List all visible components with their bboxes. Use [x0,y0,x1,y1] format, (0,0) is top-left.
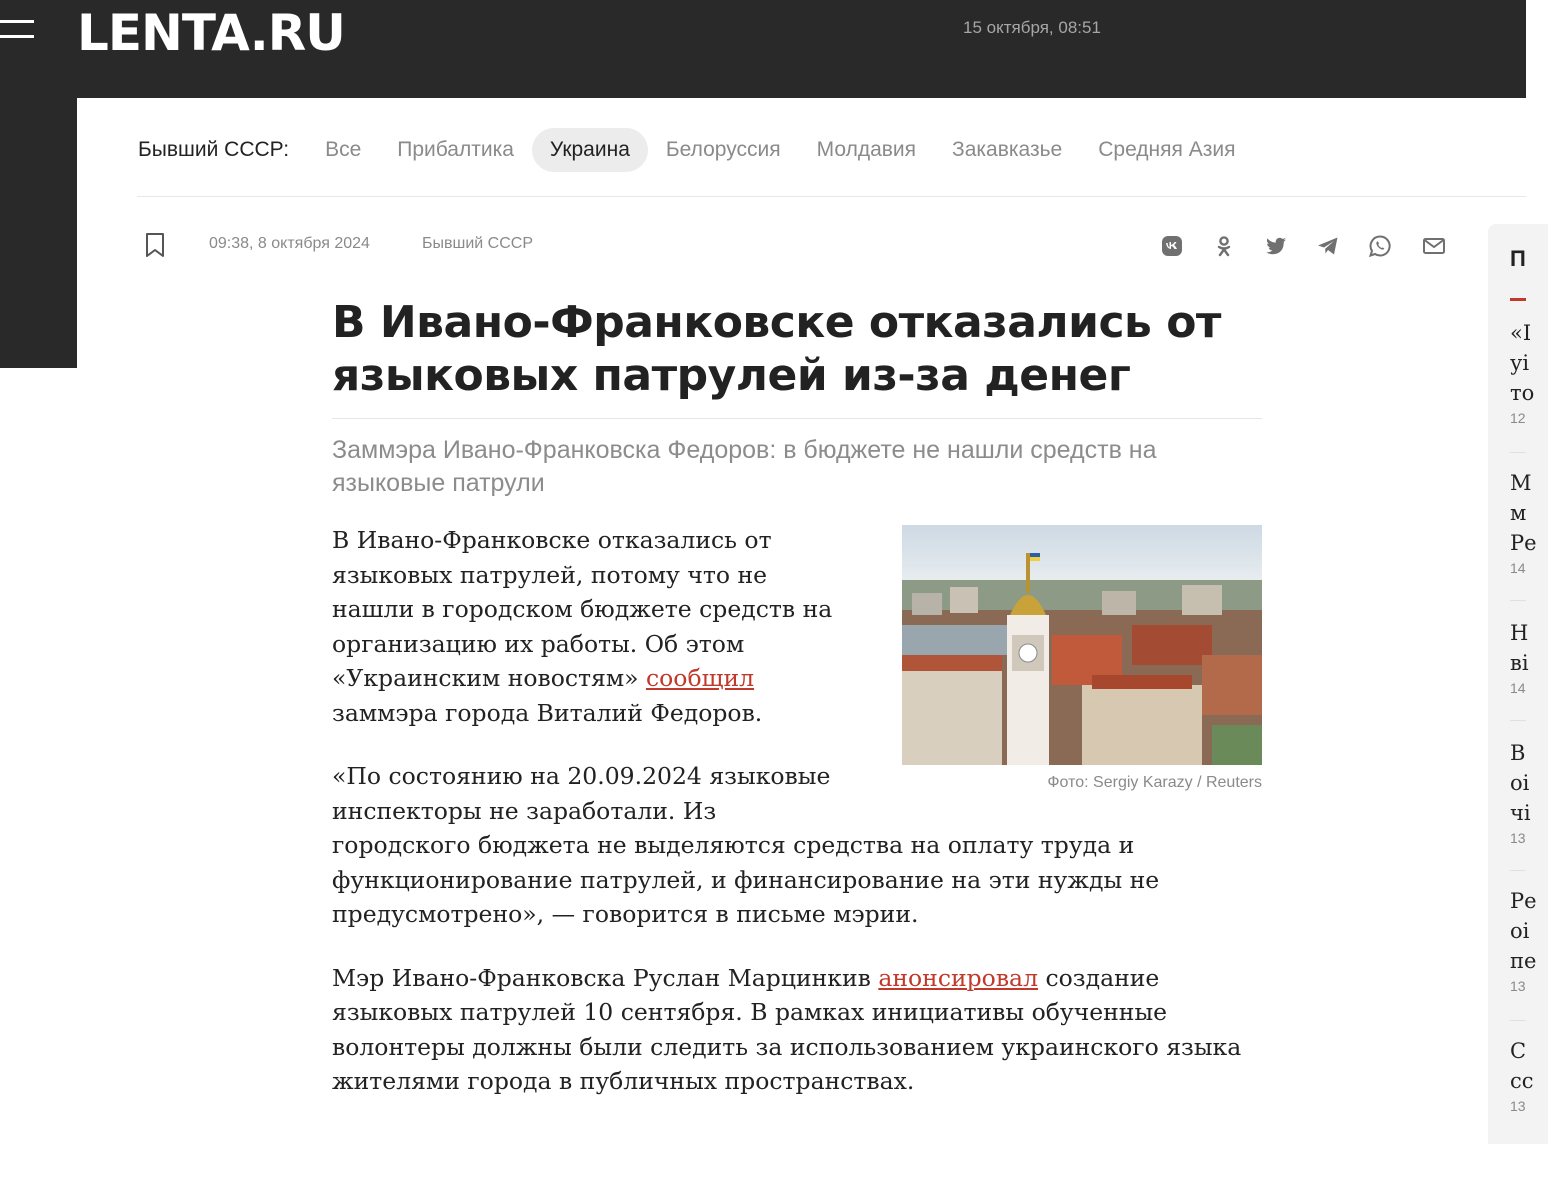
telegram-icon[interactable] [1316,234,1340,258]
whatsapp-icon[interactable] [1368,234,1392,258]
sidebar-news-item[interactable]: В оі чі 13 [1510,741,1531,846]
tab-central-asia[interactable]: Средняя Азия [1098,138,1236,161]
tab-transcaucasia[interactable]: Закавказье [952,138,1063,161]
tab-belarus[interactable]: Белоруссия [665,138,781,161]
sidebar-divider [1510,720,1526,721]
sidebar-heading: П [1510,246,1526,271]
ok-icon[interactable] [1212,234,1236,258]
article-photo[interactable] [902,525,1262,765]
article-title: В Ивано-Франковске отказались от языковых патрулей из-за денег [332,297,1221,401]
sidebar-news-item[interactable]: М м Ре 14 [1510,471,1537,576]
menu-icon[interactable] [0,20,34,40]
tab-baltics[interactable]: Прибалтика [397,138,514,161]
sidebar-divider [1510,1020,1526,1021]
title-divider [332,418,1262,419]
article-datetime: 09:38, 8 октября 2024 [209,235,370,252]
city-photo-image [902,525,1262,765]
twitter-icon[interactable] [1264,234,1288,258]
section-subnav [138,127,1253,173]
sidebar-news-item[interactable]: Ре оі пе 13 [1510,889,1537,994]
link-reported[interactable]: сообщил [646,664,755,692]
sidebar-news-item[interactable]: С сс 13 [1510,1039,1534,1114]
paragraph-3: Мэр Ивано-Франковска Руслан Марцинкив анонсировал создание языковых патрулей 10 сентября. В рамках инициативы обученные волонтеры должны были следить за использованием украинского языка жителями города в публичных пространствах. [332,963,1242,1095]
tab-ukraine[interactable]: Украина [532,128,648,172]
site-logo[interactable]: LENTA.RU [77,4,345,62]
article-rubric[interactable]: Бывший СССР [422,235,533,252]
photo-caption: Фото: Sergiy Karazy / Reuters [1047,774,1262,791]
article-lede: Заммэра Ивано-Франковска Федоров: в бюджете не нашли средств на языковые патрули [332,436,1157,497]
mail-icon[interactable] [1422,234,1446,258]
paragraph-2: «По состоянию на 20.09.2024 языковые инспекторы не заработали. Из городского бюджета не выделяются средства на оплату труда и функционирование патрулей, и финансирование на эти нужды не предусмотрено», — говорится в письме мэрии. [332,762,1160,928]
paragraph-1: В Ивано-Франковске отказались от языковых патрулей, потому что не нашли в городском бюджете средств на организацию их работы. Об этом «Украинским новостям» сообщил заммэра города Виталий Федоров. [332,526,833,727]
header-dark-extension [0,98,77,368]
vk-icon[interactable] [1160,234,1184,258]
sidebar-accent-line [1510,298,1526,301]
subnav-lead: Бывший СССР: [138,138,290,161]
tab-moldova[interactable]: Молдавия [816,138,917,161]
sidebar-news-item[interactable]: Н ві 14 [1510,621,1529,696]
sidebar-divider [1510,452,1526,453]
sidebar-divider [1510,600,1526,601]
link-announced[interactable]: анонсировал [878,963,1038,992]
sidebar-news-item[interactable]: «I уі то 12 [1510,321,1535,426]
sidebar-divider [1510,870,1526,871]
tab-all[interactable]: Все [325,138,362,161]
bookmark-icon[interactable] [145,233,165,257]
subnav-divider [137,196,1526,197]
article-figure [902,525,1262,793]
article-body [332,523,1262,1128]
header-datetime: 15 октября, 08:51 [963,18,1101,37]
